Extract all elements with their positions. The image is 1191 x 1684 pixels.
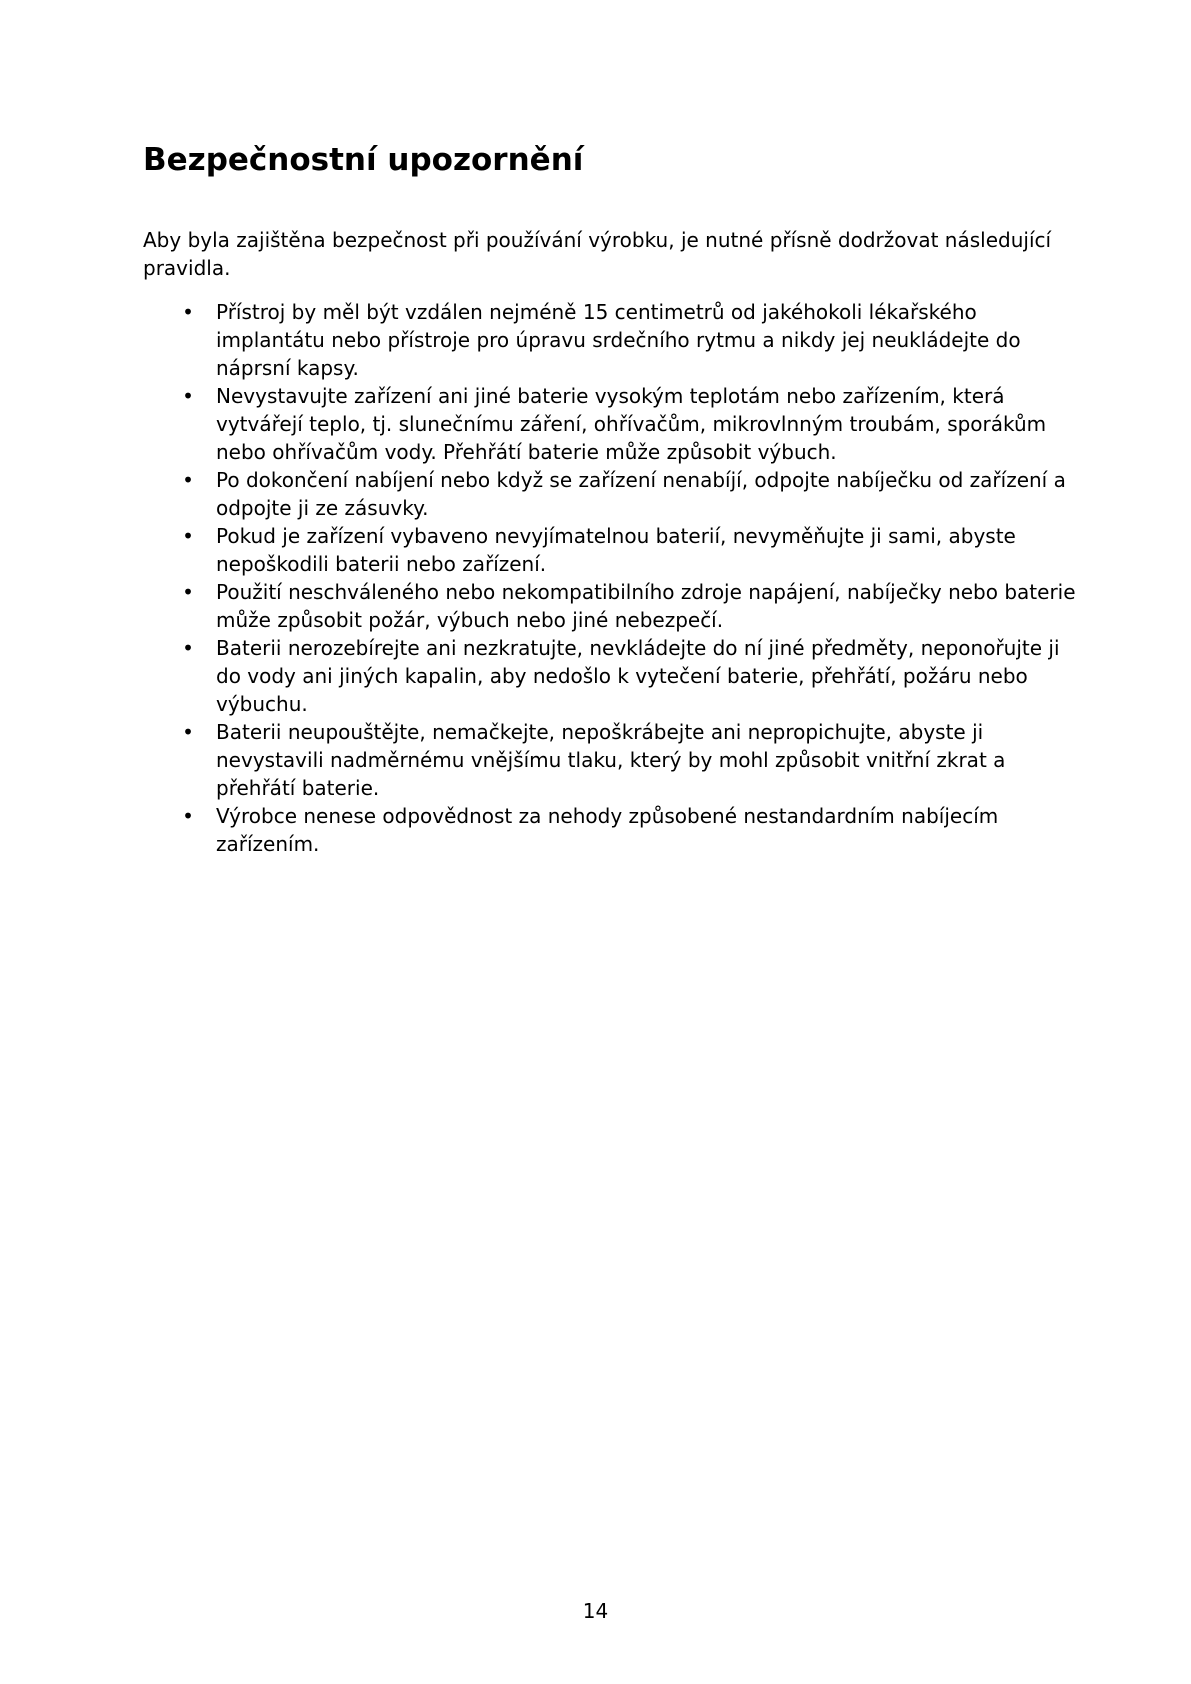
bullet-icon: • [182, 580, 194, 604]
list-item [143, 382, 1083, 466]
list-item-text: Baterii neupouštějte, nemačkejte, nepoškrábejte ani nepropichujte, abyste ji nevystavili nadměrnému vnějšímu tlaku, který by mohl způsobit vnitřní zkrat a přehřátí baterie. [216, 720, 1006, 800]
list-item-text: Pokud je zařízení vybaveno nevyjímatelnou baterií, nevyměňujte ji sami, abyste nepoškodili baterii nebo zařízení. [216, 524, 1016, 576]
list-item-text: Přístroj by měl být vzdálen nejméně 15 centimetrů od jakéhokoli lékařského implantátu nebo přístroje pro úpravu srdečního rytmu a nikdy jej neukládejte do náprsní kapsy. [216, 300, 1021, 380]
bullet-icon: • [182, 384, 194, 408]
bullet-icon: • [182, 524, 194, 548]
list-item-text: Použití neschváleného nebo nekompatibilního zdroje napájení, nabíječky nebo baterie může způsobit požár, výbuch nebo jiné nebezpečí. [216, 580, 1076, 632]
list-item-text: Baterii nerozebírejte ani nezkratujte, nevkládejte do ní jiné předměty, neponořujte ji do vody ani jiných kapalin, aby nedošlo k vytečení baterie, přehřátí, požáru nebo výbuchu. [216, 636, 1060, 716]
list-item [143, 718, 1083, 802]
safety-rules-list [143, 298, 1083, 858]
list-item [143, 522, 1083, 578]
list-item [143, 298, 1083, 382]
list-item-text: Nevystavujte zařízení ani jiné baterie vysokým teplotám nebo zařízením, která vytvářejí teplo, tj. slunečnímu záření, ohřívačům, mikrovlnným troubám, sporákům nebo ohřívačům vody. Přehřátí baterie může způsobit výbuch. [216, 384, 1047, 464]
intro-paragraph: Aby byla zajištěna bezpečnost při používání výrobku, je nutné přísně dodržovat následující pravidla. [143, 228, 1052, 280]
list-item [143, 578, 1083, 634]
list-item [143, 466, 1083, 522]
page-title: Bezpečnostní upozornění [143, 142, 584, 178]
list-item-text: Výrobce nenese odpovědnost za nehody způsobené nestandardním nabíjecím zařízením. [216, 804, 999, 856]
page-number: 14 [582, 1599, 609, 1623]
list-item-text: Po dokončení nabíjení nebo když se zařízení nenabíjí, odpojte nabíječku od zařízení a odpojte ji ze zásuvky. [216, 468, 1066, 520]
bullet-icon: • [182, 468, 194, 492]
bullet-icon: • [182, 636, 194, 660]
list-item [143, 802, 1083, 858]
bullet-icon: • [182, 300, 194, 324]
list-item [143, 634, 1083, 718]
bullet-icon: • [182, 804, 194, 828]
bullet-icon: • [182, 720, 194, 744]
